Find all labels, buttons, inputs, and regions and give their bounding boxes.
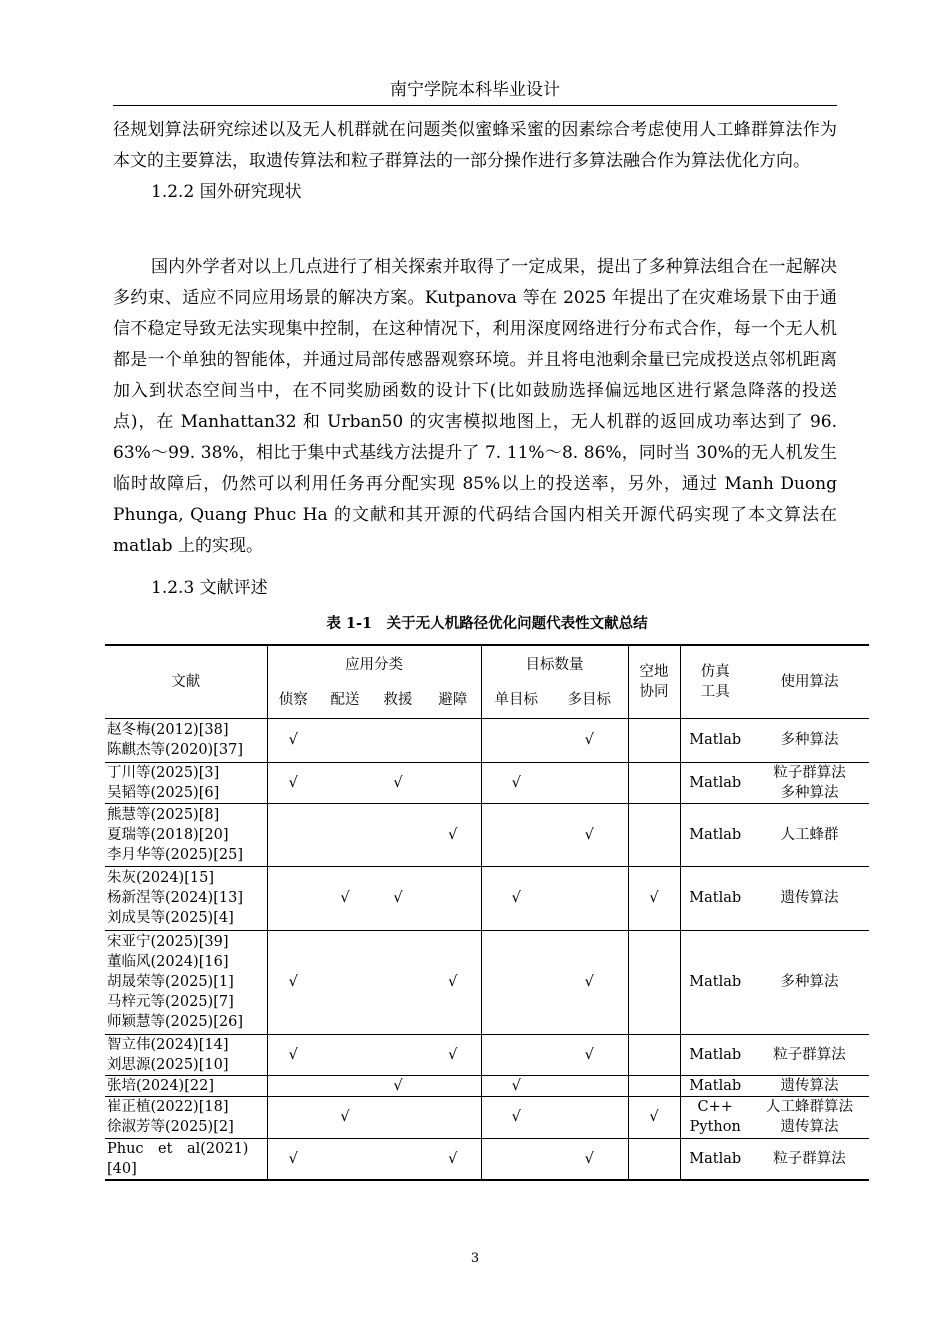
algorithm-name: 遗传算法 [780, 890, 839, 906]
table-row [105, 930, 869, 1034]
reference-entry: 崔正植(2022)[18] [107, 1099, 229, 1115]
reference-entry: 李月华等(2025)[25] [107, 846, 243, 863]
check-cell: √ [267, 718, 319, 762]
header-rescue: 救援 [371, 683, 425, 718]
algorithm-name: 多种算法 [780, 784, 839, 801]
cell-references [105, 762, 267, 803]
table-row [105, 866, 869, 930]
body-text-section [113, 573, 837, 604]
check-cell: √ [448, 1150, 458, 1167]
body-text-main [113, 252, 837, 562]
cell-algorithm [750, 1034, 869, 1075]
check-cell: √ [448, 1046, 458, 1063]
reference-entry: 徐淑芳等(2025)[2] [107, 1119, 234, 1135]
cell-references [105, 930, 267, 1034]
literature-table [105, 644, 869, 1181]
reference-entry: 刘成昊等(2025)[4] [107, 910, 234, 926]
check-cell [371, 1138, 425, 1180]
page-header: 南宁学院本科毕业设计 [390, 80, 560, 100]
check-cell [319, 718, 371, 762]
check-cell: √ [628, 866, 680, 930]
cell-sim-tool [680, 1075, 750, 1096]
header-rule [113, 105, 837, 106]
cell-references [105, 1138, 267, 1180]
cell-algorithm [750, 762, 869, 803]
table-row [105, 1075, 869, 1096]
header-delivery: 配送 [319, 683, 371, 718]
check-cell: √ [448, 826, 458, 843]
cell-references [105, 1096, 267, 1138]
sim-tool: Matlab [689, 974, 742, 990]
header-algorithm: 使用算法 [750, 645, 869, 718]
check-cell [371, 718, 425, 762]
check-cell [551, 762, 628, 803]
check-cell: √ [267, 930, 319, 1034]
check-cell [319, 930, 371, 1034]
check-cell [628, 1034, 680, 1075]
check-cell [425, 1075, 481, 1096]
check-cell [319, 1138, 371, 1180]
check-cell [481, 803, 551, 866]
check-cell [371, 803, 425, 866]
table-row [105, 1138, 869, 1180]
check-cell [481, 1138, 551, 1180]
check-cell [425, 1096, 481, 1138]
header-multi-target: 多目标 [551, 683, 628, 718]
header-ref: 文献 [105, 645, 267, 718]
algorithm-name: 多种算法 [780, 974, 839, 990]
cell-sim-tool [680, 718, 750, 762]
header-recon: 侦察 [267, 683, 319, 718]
check-cell [628, 718, 680, 762]
page-number: 3 [470, 1251, 480, 1266]
sim-tool: C++ [697, 1099, 733, 1115]
table-row [105, 1096, 869, 1138]
check-cell [371, 1034, 425, 1075]
table-head [105, 645, 869, 718]
cell-algorithm [750, 930, 869, 1034]
table-row [105, 718, 869, 762]
header-target-group: 目标数量 [481, 645, 628, 683]
check-cell [319, 1034, 371, 1075]
reference-entry: 董临风(2024)[16] [107, 954, 229, 970]
check-cell [551, 1075, 628, 1096]
check-cell: √ [340, 890, 350, 906]
reference-entry: 赵冬梅(2012)[38] [107, 722, 229, 738]
algorithm-name: 人工蜂群 [780, 826, 839, 843]
cell-algorithm [750, 1096, 869, 1138]
reference-entry: 朱灰(2024)[15] [107, 870, 214, 886]
table-row [105, 803, 869, 866]
reference-entry: 杨新涅等(2024)[13] [107, 890, 243, 906]
check-cell [371, 930, 425, 1034]
check-cell: √ [393, 774, 403, 791]
cell-sim-tool [680, 1138, 750, 1180]
reference-entry: Phuc et al(2021) [107, 1140, 249, 1157]
check-cell: √ [584, 1046, 594, 1063]
reference-entry: 张培(2024)[22] [107, 1077, 214, 1094]
cell-algorithm [750, 1138, 869, 1180]
check-cell [481, 718, 551, 762]
header-application-group: 应用分类 [267, 645, 481, 683]
check-cell: √ [340, 1109, 350, 1125]
check-cell: √ [584, 826, 594, 843]
cell-references [105, 1034, 267, 1075]
check-cell [319, 762, 371, 803]
check-cell [551, 1096, 628, 1138]
sim-tool: Python [689, 1119, 741, 1135]
check-cell [425, 762, 481, 803]
cell-references [105, 718, 267, 762]
check-cell [551, 866, 628, 930]
check-cell: √ [393, 890, 403, 906]
body-text-top [113, 115, 837, 208]
reference-entry: 师颖慧等(2025)[26] [107, 1014, 243, 1030]
reference-entry: 马梓元等(2025)[7] [107, 994, 234, 1010]
cell-algorithm [750, 803, 869, 866]
reference-entry: 夏瑞等(2018)[20] [107, 826, 229, 843]
cell-algorithm [750, 1075, 869, 1096]
check-cell: √ [584, 732, 594, 748]
cell-sim-tool [680, 1034, 750, 1075]
sim-tool: Matlab [689, 1150, 742, 1167]
table-body [105, 718, 869, 1180]
algorithm-name: 遗传算法 [780, 1077, 839, 1094]
table-caption: 表 1-1 关于无人机路径优化问题代表性文献总结 [326, 615, 648, 632]
algorithm-name: 多种算法 [780, 732, 839, 748]
reference-entry: 陈麒杰等(2020)[37] [107, 742, 243, 758]
check-cell: √ [481, 1096, 551, 1138]
check-cell [267, 803, 319, 866]
check-cell [267, 1096, 319, 1138]
reference-entry: 熊慧等(2025)[8] [107, 806, 220, 823]
table-row [105, 1034, 869, 1075]
sim-tool: Matlab [689, 826, 742, 843]
section-heading-1-2-2: 1.2.2 国外研究现状 [151, 182, 302, 202]
header-single-target: 单目标 [481, 683, 551, 718]
section-heading-1-2-3: 1.2.3 文献评述 [151, 578, 268, 598]
header-air-ground-coop: 空地 协同 [628, 645, 680, 718]
header-sim-tool: 仿真 工具 [680, 645, 750, 718]
algorithm-name: 粒子群算法 [773, 764, 846, 781]
cell-sim-tool [680, 1096, 750, 1138]
reference-entry: 胡晟荣等(2025)[1] [107, 974, 234, 990]
check-cell [628, 1138, 680, 1180]
sim-tool: Matlab [689, 732, 742, 748]
check-cell [371, 1096, 425, 1138]
check-cell [319, 1075, 371, 1096]
check-cell: √ [393, 1077, 403, 1094]
check-cell: √ [584, 974, 594, 990]
sim-tool: Matlab [689, 1077, 742, 1094]
cell-sim-tool [680, 866, 750, 930]
check-cell [425, 866, 481, 930]
reference-entry: 宋亚宁(2025)[39] [107, 934, 229, 950]
sim-tool: Matlab [689, 890, 742, 906]
sim-tool: Matlab [689, 1046, 742, 1063]
table-row [105, 762, 869, 803]
check-cell: √ [267, 762, 319, 803]
algorithm-name: 人工蜂群算法 [766, 1099, 853, 1115]
cell-references [105, 803, 267, 866]
reference-entry: 吴韬等(2025)[6] [107, 784, 220, 801]
cell-sim-tool [680, 762, 750, 803]
check-cell: √ [448, 974, 458, 990]
paragraph: 国内外学者对以上几点进行了相关探索并取得了一定成果，提出了多种算法组合在一起解决多约束、适应不同应用场景的解决方案。Kutpanova 等在 2025 年提出了在灾难场景下由于通信不稳定导致无法实现集中控制，在这种情况下，利用深度网络进行分布式合作，每一个无人机都是一个单独的智能体，并通过局部传感器观察环境。并且将电池剩余量已完成投送点邻机距离加入到状态空间当中，在不同奖励函数的设计下(比如鼓励选择偏远地区进行紧急降落的投送点)，在 Manhattan32 和 Urban50 的灾害模拟地图上，无人机群的返回成功率达到了 96. 63%～99. 38%，相比于集中式基线方法提升了 7. 11%～8. 86%，同时当 30%的无人机发生临时故障后，仍然可以利用任务再分配实现 85%以上的投送率，另外，通过 Manh Duong Phunga, Quang Phuc Ha 的文献和其开源的代码结合国内相关开源代码实现了本文算法在 matlab 上的实现。 [113, 257, 837, 556]
reference-entry: [40] [107, 1160, 137, 1177]
cell-algorithm [750, 866, 869, 930]
cell-references [105, 866, 267, 930]
check-cell: √ [481, 866, 551, 930]
check-cell [267, 866, 319, 930]
check-cell: √ [584, 1150, 594, 1167]
cell-references [105, 1075, 267, 1096]
header-obstacle: 避障 [425, 683, 481, 718]
algorithm-name: 遗传算法 [780, 1119, 839, 1135]
sim-tool: Matlab [689, 774, 742, 791]
check-cell [319, 803, 371, 866]
check-cell [481, 930, 551, 1034]
cell-sim-tool [680, 803, 750, 866]
check-cell [481, 1034, 551, 1075]
cell-algorithm [750, 718, 869, 762]
check-cell [628, 1075, 680, 1096]
algorithm-name: 粒子群算法 [773, 1150, 846, 1167]
check-cell [628, 803, 680, 866]
check-cell: √ [267, 1138, 319, 1180]
paragraph: 径规划算法研究综述以及无人机群就在问题类似蜜蜂采蜜的因素综合考虑使用人工蜂群算法作为本文的主要算法，取遗传算法和粒子群算法的一部分操作进行多算法融合作为算法优化方向。 [113, 120, 837, 171]
check-cell [628, 762, 680, 803]
check-cell: √ [481, 762, 551, 803]
check-cell: √ [628, 1096, 680, 1138]
reference-entry: 刘思源(2025)[10] [107, 1056, 229, 1073]
check-cell: √ [481, 1075, 551, 1096]
check-cell: √ [267, 1034, 319, 1075]
check-cell [628, 930, 680, 1034]
cell-sim-tool [680, 930, 750, 1034]
reference-entry: 智立伟(2024)[14] [107, 1036, 229, 1053]
reference-entry: 丁川等(2025)[3] [107, 764, 220, 781]
check-cell [425, 718, 481, 762]
algorithm-name: 粒子群算法 [773, 1046, 846, 1063]
check-cell [267, 1075, 319, 1096]
